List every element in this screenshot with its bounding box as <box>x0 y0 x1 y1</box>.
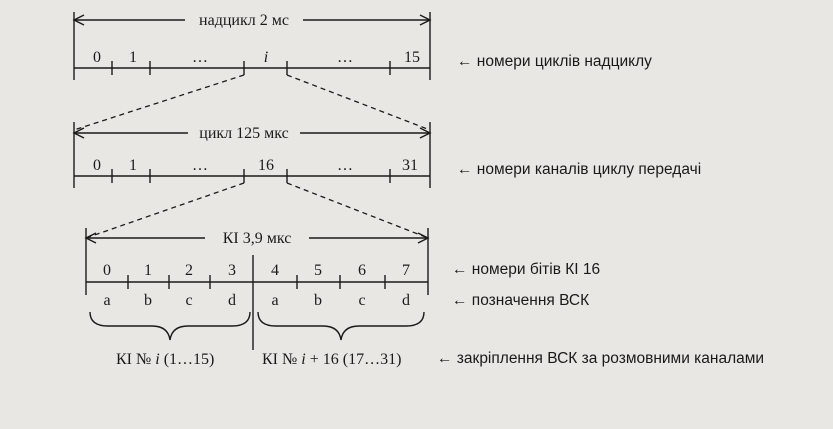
bit-label: 1 <box>144 262 152 279</box>
vsk-label: b <box>314 292 322 309</box>
vsk-annotation: ← позначення ВСК <box>452 292 590 309</box>
vsk-label: a <box>103 292 111 309</box>
frame-span-label: цикл 125 мкс <box>199 125 289 142</box>
frame-row <box>74 122 701 188</box>
group-label-left: КІ № i (1…15) <box>116 351 215 368</box>
cell-label: … <box>337 157 353 174</box>
cell-label: … <box>192 49 208 66</box>
vsk-label: a <box>271 292 279 309</box>
bit-label: 7 <box>402 262 410 279</box>
groups-annotation: ← закріплення ВСК за розмовними каналами <box>437 350 765 367</box>
cell-label: 0 <box>93 49 101 66</box>
brace-right <box>258 312 424 340</box>
frame-annotation: ← номери каналів циклу передачі <box>457 161 702 178</box>
group-label-right: КІ № i + 16 (17…31) <box>262 351 402 368</box>
vsk-label: c <box>185 292 193 309</box>
cell-label: … <box>192 157 208 174</box>
cell-label: … <box>337 49 353 66</box>
superframe-annotation: ← номери циклів надциклу <box>457 53 652 70</box>
vsk-label: c <box>358 292 366 309</box>
bit-label: 5 <box>314 262 322 279</box>
bit-label: 6 <box>358 262 366 279</box>
cell-label: 1 <box>129 157 137 174</box>
brace-left <box>90 312 250 340</box>
bits-annotation: ← номери бітів КІ 16 <box>452 261 601 278</box>
bit-label: 0 <box>103 262 111 279</box>
vsk-label: b <box>144 292 152 309</box>
vsk-label: d <box>402 292 410 309</box>
bit-label: 2 <box>185 262 193 279</box>
vsk-label: d <box>228 292 236 309</box>
zoom-line-right <box>287 75 430 130</box>
zoom-line-left <box>74 75 244 130</box>
slot-span-label: КІ 3,9 мкс <box>222 230 292 247</box>
cell-label: 1 <box>129 49 137 66</box>
bit-label: 4 <box>271 262 279 279</box>
bit-label: 3 <box>228 262 236 279</box>
cell-label: 16 <box>258 157 274 174</box>
cell-label: i <box>263 49 269 66</box>
superframe-span-label: надцикл 2 мс <box>199 12 289 29</box>
cell-label: 31 <box>402 157 418 174</box>
cell-label: 15 <box>404 49 420 66</box>
cell-label: 0 <box>93 157 101 174</box>
superframe-row <box>74 9 652 80</box>
slot-row <box>86 227 764 368</box>
